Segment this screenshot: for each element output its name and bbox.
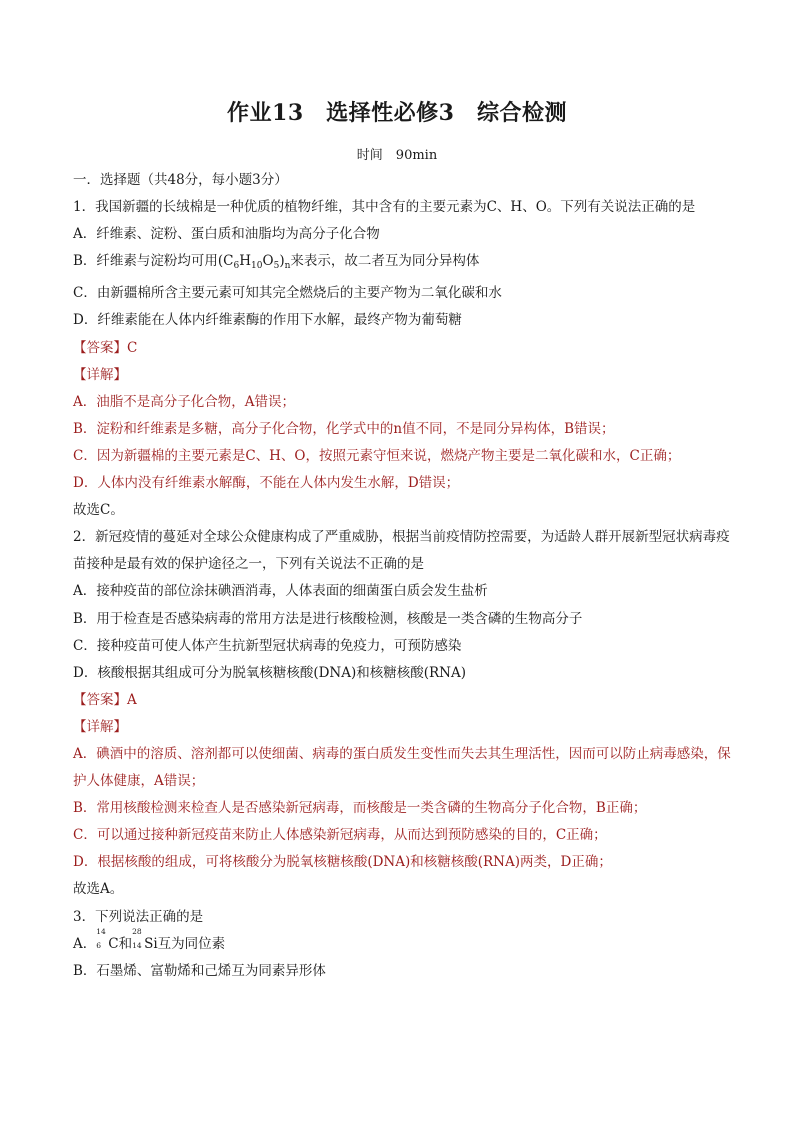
question-3-option-b: B．石墨烯、富勒烯和己烯互为同素异形体 [73, 962, 326, 979]
element-si-text: Si互为同位素 [144, 935, 226, 952]
question-3-option-a [73, 926, 733, 958]
subscript: 6 [233, 261, 240, 272]
question-1-explanation-d: D．人体内没有纤维素水解酶，不能在人体内发生水解，D错误； [73, 475, 460, 492]
question-1-option-a: A．纤维素、淀粉、蛋白质和油脂均为高分子化合物 [73, 226, 380, 243]
question-3-stem: 3．下列说法正确的是 [73, 908, 204, 925]
question-1-detail-label: 【详解】 [73, 366, 127, 383]
question-2-option-d: D．核酸根据其组成可分为脱氧核糖核酸(DNA)和核糖核酸(RNA) [73, 664, 467, 681]
question-1-conclusion: 故选C。 [73, 502, 124, 519]
question-2-answer: 【答案】A [73, 691, 137, 708]
atomic-number: 14 [132, 940, 142, 950]
question-2-detail-label: 【详解】 [73, 718, 127, 735]
page-title: 作业13 选择性必修3 综合检测 [227, 100, 567, 126]
time-limit: 时间 90min [356, 148, 438, 163]
question-1-answer: 【答案】C [73, 339, 138, 356]
question-1-option-b [73, 248, 733, 280]
question-1-option-d: D．纤维素能在人体内纤维素酶的作用下水解，最终产物为葡萄糖 [73, 312, 462, 329]
subscript: 10 [251, 261, 263, 272]
subscript: 5 [273, 261, 280, 272]
question-1-explanation-b: B．淀粉和纤维素是多糖，高分子化合物，化学式中的n值不同，不是同分异构体，B错误； [73, 420, 615, 437]
question-2-stem: 2．新冠疫情的蔓延对全球公众健康构成了严重威胁，根据当前疫情防控需要，为适龄人群开展新型冠状病毒疫苗接种是最有效的保护途径之一，下列有关说法不正确的是 [73, 529, 730, 573]
isotope-si28 [132, 926, 144, 950]
question-2-explanation-d: D．根据核酸的组成，可将核酸分为脱氧核糖核酸(DNA)和核糖核酸(RNA)两类，D正确； [73, 854, 612, 871]
option-b-tail: 来表示，故二者互为同分异构体 [290, 253, 480, 270]
document-body [73, 167, 733, 985]
question-2-conclusion: 故选A。 [73, 881, 124, 898]
option-b-text: B．纤维素与淀粉均可用(C [73, 253, 234, 270]
element-c-text: C和 [108, 935, 133, 952]
question-2-explanation-b: B．常用核酸检测来检查人是否感染新冠病毒，而核酸是一类含磷的生物高分子化合物，B正确； [73, 800, 647, 817]
formula-close: ) [279, 253, 285, 270]
question-2-option-b: B．用于检查是否感染病毒的常用方法是进行核酸检测，核酸是一类含磷的生物高分子 [73, 610, 583, 627]
formula-o: O [262, 253, 274, 270]
question-1-explanation-c: C．因为新疆棉的主要元素是C、H、O，按照元素守恒来说，燃烧产物主要是二氧化碳和水，C正确； [73, 447, 681, 464]
isotope-c14 [96, 926, 108, 950]
question-2-option-a: A．接种疫苗的部位涂抹碘酒消毒，人体表面的细菌蛋白质会发生盐析 [73, 583, 488, 600]
atomic-number: 6 [96, 940, 102, 950]
subscript: n [284, 261, 291, 272]
option-a-label: A． [73, 935, 97, 952]
question-2-explanation-a: A．碘酒中的溶质、溶剂都可以使细菌、病毒的蛋白质发生变性而失去其生理活性，因而可以防止病毒感染，保护人体健康，A错误； [73, 745, 731, 790]
question-1-explanation-a: A．油脂不是高分子化合物，A错误； [73, 393, 295, 410]
mass-number: 28 [132, 926, 142, 936]
question-1-stem: 1．我国新疆的长绒棉是一种优质的植物纤维，其中含有的主要元素为C、H、O。下列有关说法正确的是 [73, 199, 696, 216]
question-1-option-c: C．由新疆棉所含主要元素可知其完全燃烧后的主要产物为二氧化碳和水 [73, 285, 502, 302]
mass-number: 14 [96, 926, 106, 936]
formula-h: H [239, 253, 252, 270]
question-2-option-c: C．接种疫苗可使人体产生抗新型冠状病毒的免疫力，可预防感染 [73, 637, 462, 654]
question-2-explanation-c: C．可以通过接种新冠疫苗来防止人体感染新冠病毒，从而达到预防感染的目的，C正确； [73, 827, 607, 844]
section-heading: 一．选择题（共48分，每小题3分） [73, 172, 288, 188]
